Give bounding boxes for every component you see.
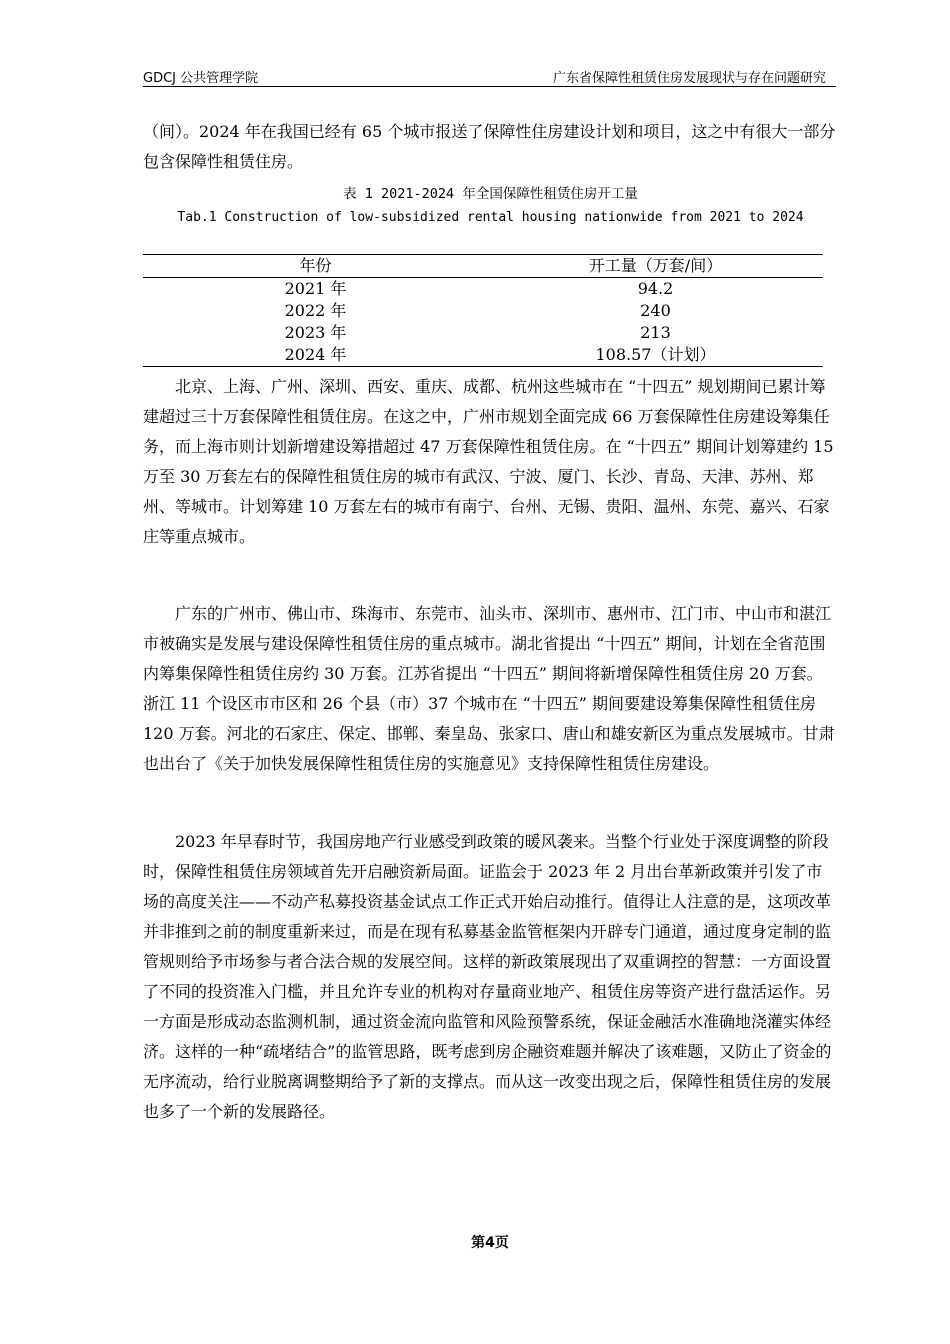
page-number: 第4页	[471, 1235, 509, 1251]
table-header-row	[143, 255, 823, 278]
cell-volume: 213	[640, 323, 671, 342]
col-header-year: 年份	[143, 255, 488, 278]
header-paper-title: 广东省保障性租赁住房发展现状与存在问题研究	[552, 71, 826, 86]
header-institution: GDCJ 公共管理学院	[143, 71, 259, 86]
construction-table	[143, 254, 823, 367]
col-header-volume: 开工量（万套/间）	[488, 255, 823, 278]
table-row	[143, 278, 823, 301]
paragraph-intro: （间）。2024 年在我国已经有 65 个城市报送了保障性住房建设计划和项目，这之中有很大一部分包含保障性租赁住房。	[143, 122, 836, 171]
cell-volume: 94.2	[637, 279, 674, 298]
paragraph-provinces: 广东的广州市、佛山市、珠海市、东莞市、汕头市、深圳市、惠州市、江门市、中山市和湛江市被确实是发展与建设保障性租赁住房的重点城市。湖北省提出 “十四五” 期间，计划在全省范围内筹集保障性租赁住房约 30 万套。江苏省提出 “十四五” 期间将新增保障性租赁住房 20 万套。浙江 11 个设区市市区和 26 个县（市）37 个城市在 “十四五” 期间要建设筹集保障性租赁住房 120 万套。河北的石家庄、保定、邯郸、秦皇岛、张家口、唐山和雄安新区为重点发展城市。甘肃也出台了《关于加快发展保障性租赁住房的实施意见》支持保障性租赁住房建设。	[143, 604, 835, 773]
paragraph-financing: 2023 年早春时节，我国房地产行业感受到政策的暖风袭来。当整个行业处于深度调整的阶段时，保障性租赁住房领域首先开启融资新局面。证监会于 2023 年 2 月出台革新政策并引发了市场的高度关注——不动产私募投资基金试点工作正式开始启动推行。值得让人注意的是，这项改革并非推到之前的制度重新来过，而是在现有私募基金监管框架内开辟专门通道，通过度身定制的监管规则给予市场参与者合法合规的发展空间。这样的新政策展现出了双重调控的智慧：一方面设置了不同的投资准入门槛，并且允许专业的机构对存量商业地产、租赁住房等资产进行盘活运作。另一方面是形成动态监测机制，通过资金流向监管和风险预警系统，保证金融活水准确地浇灌实体经济。这样的一种“疏堵结合”的监管思路，既考虑到房企融资难题并解决了该难题，又防止了资金的无序流动，给行业脱离调整期给予了新的支撑点。而从这一改变出现之后，保障性租赁住房的发展也多了一个新的发展路径。	[143, 832, 832, 1121]
cell-year: 2023 年	[284, 323, 347, 342]
table-caption-en: Tab.1 Construction of low-subsidized rental housing nationwide from 2021 to 2024	[177, 210, 804, 225]
cell-volume: 240	[640, 301, 671, 320]
table-row	[143, 322, 823, 344]
cell-year: 2021 年	[284, 279, 347, 298]
table-caption-zh: 表 1 2021-2024 年全国保障性租赁住房开工量	[343, 186, 638, 202]
cell-year: 2024 年	[143, 344, 488, 367]
table-row	[143, 344, 823, 367]
paragraph-cities-plan: 北京、上海、广州、深圳、西安、重庆、成都、杭州这些城市在 “十四五” 规划期间已累计筹建超过三十万套保障性租赁住房。在这之中，广州市规划全面完成 66 万套保障性住房建设筹集任务，而上海市则计划新增建设筹措超过 47 万套保障性租赁住房。在 “十四五” 期间计划筹建约 15 万至 30 万套左右的保障性租赁住房的城市有武汉、宁波、厦门、长沙、青岛、天津、苏州、郑州、等城市。计划筹建 10 万套左右的城市有南宁、台州、无锡、贵阳、温州、东莞、嘉兴、石家庄等重点城市。	[143, 377, 834, 546]
cell-year: 2022 年	[284, 301, 347, 320]
table-row	[143, 300, 823, 322]
running-header	[143, 66, 836, 87]
cell-volume: 108.57（计划）	[488, 344, 823, 367]
